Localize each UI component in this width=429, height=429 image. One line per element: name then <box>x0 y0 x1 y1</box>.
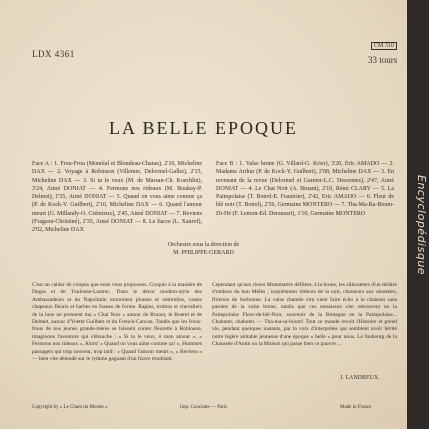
track-list-face-a: Face A : 1. Frou-Frou (Monréal et Blondeau-Chatau), 2'10, Micheline DAX — 2. Voyage à Robinson (Villemer, Delormel-Gallet), 2'15, Micheline DAX — 3. Si tu le veux (M. de Marsan-Ch. Koechlin), 3'24, Aimé DONIAT — 4. Fermons nos rideaux (M. Boukay-P. Delmet), 1'55, Aimé DONIAT — 5. Quand on vous aime comme ça (P. de Kock-V. Guilbert), 2'10, Micheline DAX — 6. Quand l'amour meurt (G. Millandy-O. Crémieux), 2'45, Aimé DONIAT — 7. Reviens (Fragson-Christiné), 2'35, Aimé DONIAT — 8. Le fiacre (L. Xanrof), 2'02, Micheline DAX <box>32 161 202 234</box>
orchestra-credit <box>0 241 407 257</box>
liner-notes-left: C'est un cahier de croquis que nous vous proposons. Croquis à la manière de Degas et de Toulouse-Lautrec. Dans le décor modern-style des Ambassadeurs et du Napolitain tournoient plumes et ombrelles, vastes chapeaux fleuris et barbes en fuseau de forme. Rapins, trottins et chevaliers de la lune ne prennent ma « Chat Noir » autour de Bruant, le Boerel et de Delmet, autour d'Yvette Guilbert et du French-Cancan. Tandis que les frous-frous de nos jeunes grands-mères se laissent conter fleurette à Robinson, imaginons l'aventure qui s'ébauche : « Si tu le veux, ô mon amour », « Fermons nos rideaux », Alors! « Quand on vous aime comme ça! », Hommes passagers qui trop souvent, trop tard : « Quand l'amour meurt », « Reviens » — bien vite démodé sur le rythme gagnant d'un fiacre troublant. <box>32 282 203 363</box>
made-in-text: Made in France <box>340 405 372 410</box>
orchestra-line-2: M. PHILIPPE-GERARD <box>173 250 234 256</box>
orchestra-line-1: Orchestre sous la direction de <box>167 242 240 248</box>
catalog-number: LDX 4361 <box>32 49 75 59</box>
side-watermark: Encyclopédisque <box>415 174 428 276</box>
liner-notes-right: Cependant qu'aux rieurs Montmartre défilent, à la brune, les silhouettes d'un théâtre d'ombres du bon Mélès ; inquiétantes rôdeurs de la nuit, chasseurs aux alouettes, flirteurs de Sorbonne. La valse chantée s'en vient faire écho à la chanson sans paroles de la valse brune, tandis que ces messieurs s'en retrouvent ou la Paimpolaise Fleur-de-blé-Noir, souvenir de la Bretagne en la Paimpolaise... Chahuter, chahutez — Tha-ma-ra-boum! Tout ce monde revoit l'Histoire et prend vie, pendant quelques instants, par la voix d'interprètes qui semblent avoir hérité notre légère aimable jeunesse d'une époque « belle » pour nous. Le faubourg de la Chaussée d'Antin ou la Maison qui passe bien ce pauvre ... <box>212 282 397 348</box>
track-list-face-b: Face B : 1. Valse brune (G. Villard-G. Krier), 3'20, Eric AMADO — 2. Madame Arthur (P. de Kock-Y. Guilbert), 2'08, Micheline DAX — 3. En revenant de la revue (Delormel et Garnier-L.C. Desormes), 2'47, Aimé DONIAT — 4. Le Chat Noir (A. Bruant), 2'10, Rémi CLARY — 5. La Paimpolaise (T. Botrel-E. Feautrier), 2'42, Eric AMADO — 6. Fleur de blé noir (T. Botrel), 2'56, Germaine MONTERO — 7. Tha-Ma-Ra-Boum-Di-Hé (F. Lemon-Ed. Deransart), 1'10, Germaine MONTERO <box>216 161 394 217</box>
copyright-text: Copyright by « Le Chant du Monde ». <box>32 405 109 410</box>
signature: J. LANDREUX. <box>340 375 380 381</box>
speed-label: 33 tours <box>368 55 398 65</box>
dark-edge-strip <box>407 0 429 429</box>
cm-label: CM 310 <box>371 42 397 50</box>
album-title: LA BELLE EPOQUE <box>109 118 298 138</box>
printer-text: Imp. Couclatte — Paris <box>180 405 228 410</box>
